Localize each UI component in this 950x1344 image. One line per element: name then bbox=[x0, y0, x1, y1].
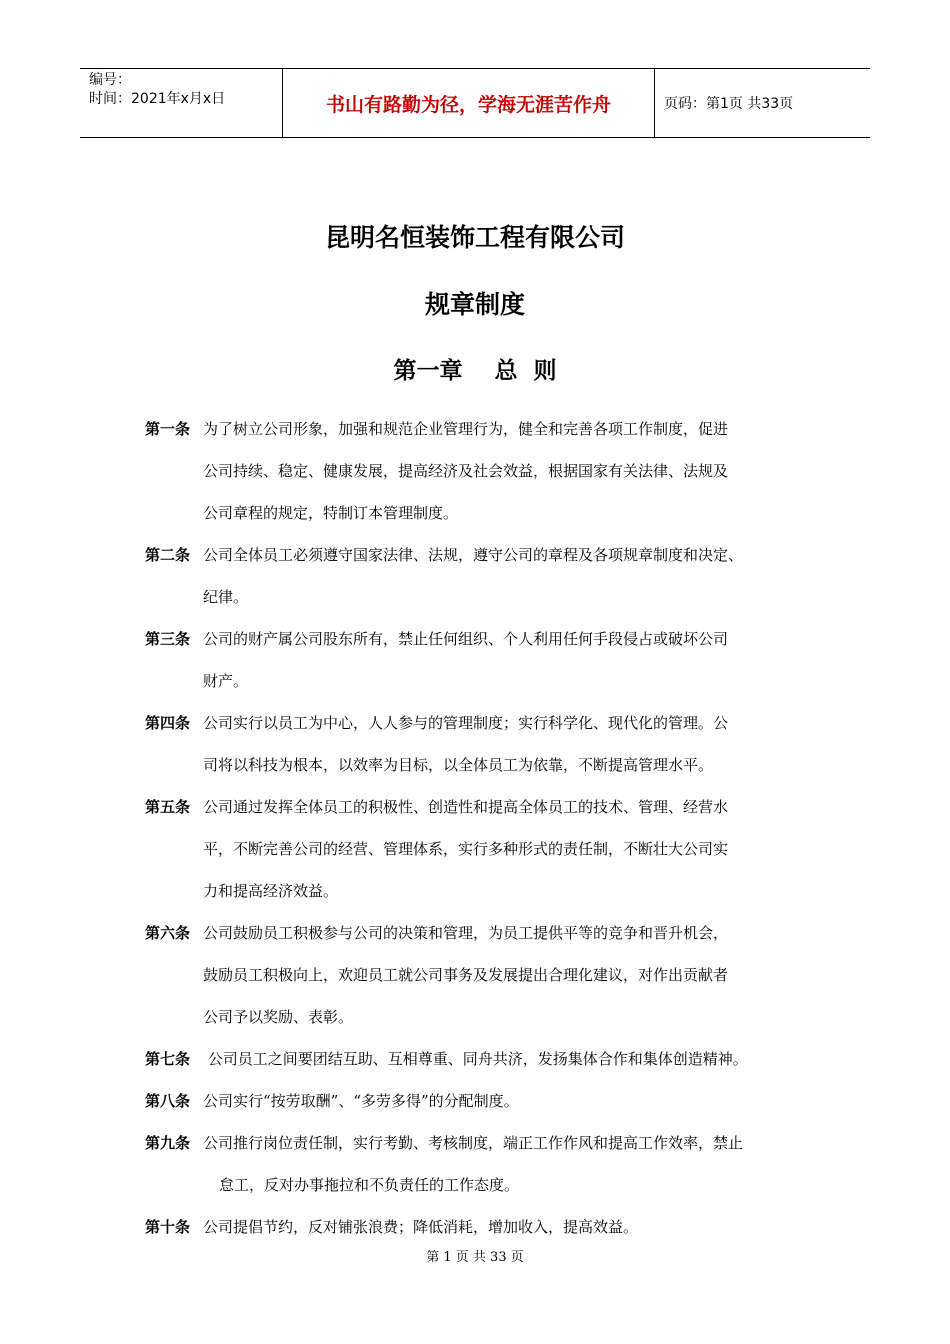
article-text bbox=[203, 1038, 748, 1080]
doc-date-label: 时间：2021年x月x日 bbox=[89, 91, 226, 107]
article-text bbox=[203, 1206, 638, 1248]
article-line: 司将以科技为根本，以效率为目标，以全体员工为依靠，不断提高管理水平。 bbox=[203, 756, 714, 774]
article-number: 第一条 bbox=[145, 420, 191, 438]
article bbox=[145, 702, 825, 786]
article-line: 公司实行以员工为中心，人人参与的管理制度；实行科学化、现代化的管理。公 bbox=[203, 714, 729, 732]
article-number: 第七条 bbox=[145, 1050, 191, 1068]
article-line: 力和提高经济效益。 bbox=[203, 882, 339, 900]
article-line: 公司章程的规定，特制订本管理制度。 bbox=[203, 504, 459, 522]
article-text bbox=[203, 618, 728, 702]
article bbox=[145, 1122, 825, 1206]
article-line: 公司通过发挥全体员工的积极性、创造性和提高全体员工的技术、管理、经营水 bbox=[203, 798, 729, 816]
article-text bbox=[203, 702, 728, 786]
article-number: 第六条 bbox=[145, 924, 191, 942]
article-number: 第三条 bbox=[145, 630, 191, 648]
article-number: 第八条 bbox=[145, 1092, 191, 1110]
chapter-title: 第一章 总 则 bbox=[393, 357, 557, 384]
page-header bbox=[80, 68, 870, 138]
header-meta bbox=[80, 69, 282, 137]
article-text bbox=[203, 1122, 743, 1206]
article-text bbox=[203, 912, 728, 1038]
article bbox=[145, 1038, 825, 1080]
article-line: 公司员工之间要团结互助、互相尊重、同舟共济，发扬集体合作和集体创造精神。 bbox=[203, 1050, 748, 1068]
article bbox=[145, 912, 825, 1038]
article bbox=[145, 1206, 825, 1248]
article-text bbox=[203, 534, 743, 618]
article-line: 为了树立公司形象，加强和规范企业管理行为，健全和完善各项工作制度，促进 bbox=[203, 420, 729, 438]
article-number: 第二条 bbox=[145, 546, 191, 564]
article-line: 财产。 bbox=[203, 672, 249, 690]
article-line: 公司的财产属公司股东所有，禁止任何组织、个人利用任何手段侵占或破坏公司 bbox=[203, 630, 729, 648]
article bbox=[145, 1080, 825, 1122]
article bbox=[145, 534, 825, 618]
header-page-info: 页码：第1页 共33页 bbox=[664, 96, 794, 112]
article-line: 公司提倡节约，反对铺张浪费；降低消耗，增加收入，提高效益。 bbox=[203, 1218, 639, 1236]
article-line: 怠工，反对办事拖拉和不负责任的工作态度。 bbox=[219, 1176, 520, 1194]
article-number: 第五条 bbox=[145, 798, 191, 816]
article-line: 公司鼓励员工积极参与公司的决策和管理，为员工提供平等的竞争和晋升机会， bbox=[203, 924, 729, 942]
article-number: 第四条 bbox=[145, 714, 191, 732]
article-text bbox=[203, 408, 728, 534]
article-line: 鼓励员工积极向上，欢迎员工就公司事务及发展提出合理化建议，对作出贡献者 bbox=[203, 966, 729, 984]
article-line: 公司持续、稳定、健康发展，提高经济及社会效益，根据国家有关法律、法规及 bbox=[203, 462, 729, 480]
article-line: 公司实行“按劳取酬”、“多劳多得”的分配制度。 bbox=[203, 1092, 519, 1110]
article-number: 第九条 bbox=[145, 1134, 191, 1152]
article-text bbox=[203, 786, 728, 912]
article-line: 纪律。 bbox=[203, 588, 249, 606]
article bbox=[145, 786, 825, 912]
article bbox=[145, 618, 825, 702]
article-line: 公司全体员工必须遵守国家法律、法规，遵守公司的章程及各项规章制度和决定、 bbox=[203, 546, 744, 564]
header-motto: 书山有路勤为径，学海无涯苦作舟 bbox=[282, 69, 655, 137]
page-footer: 第 1 页 共 33 页 bbox=[426, 1250, 524, 1265]
articles-list bbox=[145, 408, 825, 1248]
article-line: 平，不断完善公司的经营、管理体系，实行多种形式的责任制，不断壮大公司实 bbox=[203, 840, 729, 858]
company-title: 昆明名恒装饰工程有限公司 bbox=[324, 223, 625, 252]
article-number: 第十条 bbox=[145, 1218, 191, 1236]
doc-number-label: 编号： bbox=[89, 72, 131, 88]
article-text bbox=[203, 1080, 519, 1122]
article bbox=[145, 408, 825, 534]
document-title: 规章制度 bbox=[424, 290, 525, 319]
article-line: 公司推行岗位责任制，实行考勤、考核制度，端正工作作风和提高工作效率，禁止 bbox=[203, 1134, 744, 1152]
article-line: 公司予以奖励、表彰。 bbox=[203, 1008, 354, 1026]
